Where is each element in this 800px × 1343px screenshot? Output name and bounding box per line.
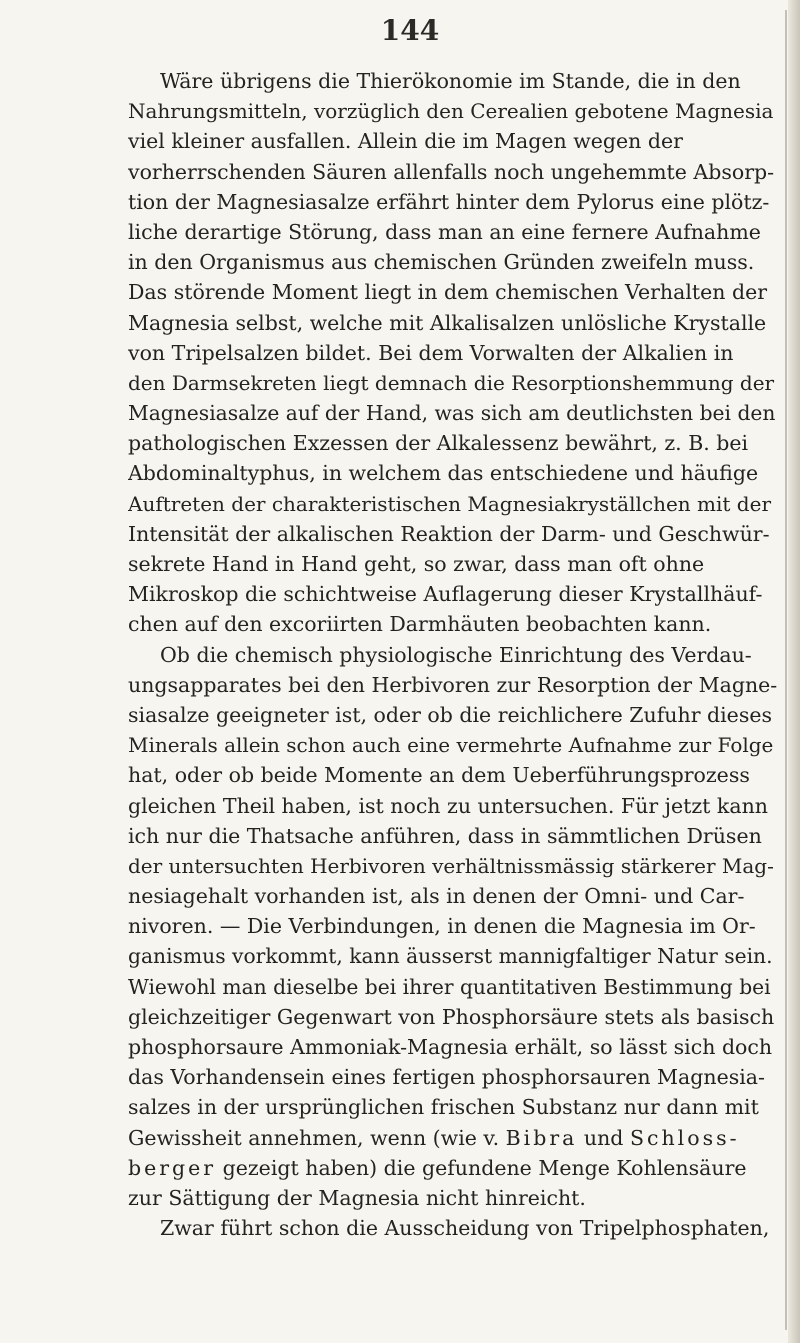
text-segment: Gewissheit annehmen, wenn (wie v. xyxy=(128,1125,506,1150)
text-line: Auftreten der charakteristischen Magnesiakryställchen mit der xyxy=(128,491,771,516)
text-line: von Tripelsalzen bildet. Bei dem Vorwalten der Alkalien in xyxy=(128,340,734,365)
text-segment: gezeigt haben) die gefundene Menge Kohlensäure xyxy=(216,1155,747,1180)
text-line: hat, oder ob beide Momente an dem Ueberführungsprozess xyxy=(128,763,750,788)
text-line: liche derartige Störung, dass man an eine fernere Aufnahme xyxy=(128,219,761,244)
text-line: Mikroskop die schichtweise Auflagerung dieser Krystallhäuf- xyxy=(128,582,763,607)
text-line: Zwar führt schon die Ausscheidung von Tripelphosphaten, xyxy=(160,1216,770,1241)
text-line: Intensität der alkalischen Reaktion der Darm- und Geschwür- xyxy=(128,521,770,546)
text-line: Das störende Moment liegt in dem chemischen Verhalten der xyxy=(128,280,768,305)
text-line: nivoren. — Die Verbindungen, in denen die Magnesia im Or- xyxy=(128,914,756,939)
text-line: Magnesia selbst, welche mit Alkalisalzen unlösliche Krystalle xyxy=(128,310,767,335)
text-line: pathologischen Exzessen der Alkalessenz bewährt, z. B. bei xyxy=(128,431,749,456)
text-line: Abdominaltyphus, in welchem das entschiedene und häufige xyxy=(128,461,759,486)
page-number: 144 xyxy=(380,14,440,47)
text-line: Minerals allein schon auch eine vermehrte Aufnahme zur Folge xyxy=(128,733,774,758)
text-line: viel kleiner ausfallen. Allein die im Magen wegen der xyxy=(128,129,683,154)
text-line: sekrete Hand in Hand geht, so zwar, dass man oft ohne xyxy=(128,552,705,576)
text-line: Nahrungsmitteln, vorzüglich den Cerealien gebotene Magnesia xyxy=(128,99,774,124)
body-text xyxy=(128,66,778,1243)
page-edge xyxy=(788,0,800,1343)
text-line: zur Sättigung der Magnesia nicht hinreicht. xyxy=(128,1185,586,1210)
text-line: Ob die chemisch physiologische Einrichtung des Verdau- xyxy=(160,642,752,667)
page-edge-shadow xyxy=(785,10,787,1330)
spaced-name: Schloss- xyxy=(629,1125,740,1150)
text-segment: und xyxy=(577,1125,630,1150)
text-line: siasalze geeigneter ist, oder ob die reichlichere Zufuhr dieses xyxy=(128,702,772,727)
text-line xyxy=(128,1153,778,1183)
text-line: gleichzeitiger Gegenwart von Phosphorsäure stets als basisch xyxy=(128,1004,775,1029)
text-line: tion der Magnesiasalze erfährt hinter dem Pylorus eine plötz- xyxy=(128,189,770,214)
text-line: salzes in der ursprünglichen frischen Substanz nur dann mit xyxy=(128,1095,759,1120)
text-line: phosphorsaure Ammoniak-Magnesia erhält, so lässt sich doch xyxy=(128,1035,773,1059)
text-line: ungsapparates bei den Herbivoren zur Resorption der Magne- xyxy=(128,672,778,697)
text-line: den Darmsekreten liegt demnach die Resorptionshemmung der xyxy=(128,370,775,395)
text-line: Wäre übrigens die Thierökonomie im Stande, die in den xyxy=(160,69,741,93)
text-line: in den Organismus aus chemischen Gründen zweifeln muss. xyxy=(128,250,755,275)
text-line: vorherrschenden Säuren allenfalls noch ungehemmte Absorp- xyxy=(128,159,775,184)
text-line: ganismus vorkommt, kann äusserst mannigfaltiger Natur sein. xyxy=(128,944,773,969)
text-line: ich nur die Thatsache anführen, dass in sämmtlichen Drüsen xyxy=(128,823,762,848)
text-line: gleichen Theil haben, ist noch zu untersuchen. Für jetzt kann xyxy=(128,793,768,818)
spaced-name: Bibra xyxy=(505,1125,578,1150)
text-line: das Vorhandensein eines fertigen phosphorsauren Magnesia- xyxy=(128,1065,765,1090)
text-line: Magnesiasalze auf der Hand, was sich am deutlichsten bei den xyxy=(128,401,776,426)
text-line: chen auf den excoriirten Darmhäuten beobachten kann. xyxy=(128,612,712,637)
text-line: nesiagehalt vorhanden ist, als in denen der Omni- und Car- xyxy=(128,884,745,909)
text-line xyxy=(128,1123,778,1153)
spaced-name: berger xyxy=(128,1155,217,1180)
text-line: der untersuchten Herbivoren verhältnissmässig stärkerer Mag- xyxy=(128,853,774,878)
text-line: Wiewohl man dieselbe bei ihrer quantitativen Bestimmung bei xyxy=(128,974,771,999)
